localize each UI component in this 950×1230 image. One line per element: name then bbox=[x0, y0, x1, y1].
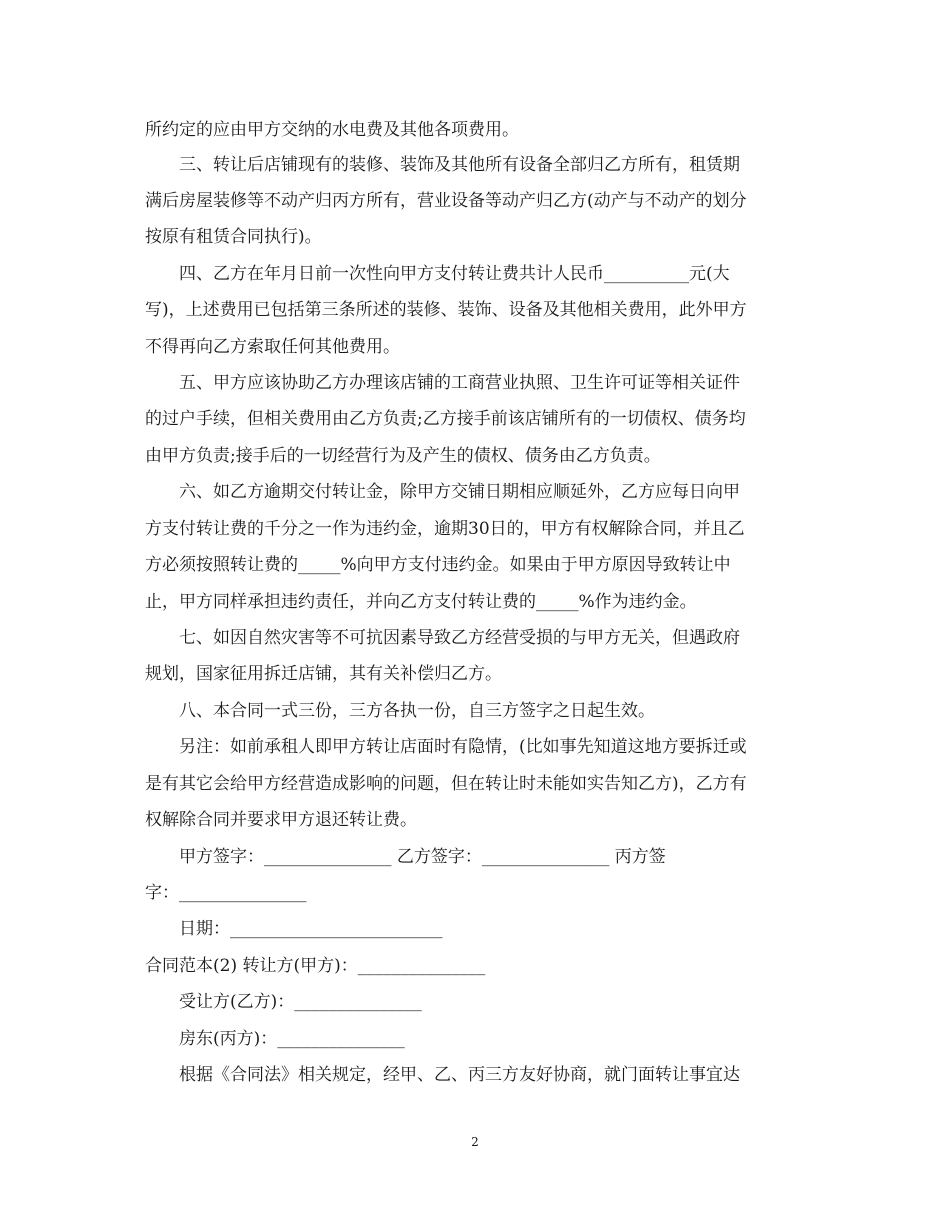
date-line: 日期：_________________________ bbox=[179, 919, 443, 939]
party-line: 受让方(乙方)：_______________ bbox=[179, 992, 422, 1012]
text-line: 不得再向乙方索取任何其他费用。 bbox=[145, 337, 400, 357]
text-line: 满后房屋装修等不动产归丙方所有，营业设备等动产归乙方(动产与不动产的划分 bbox=[145, 191, 747, 211]
text-line: 的过户手续，但相关费用由乙方负责;乙方接手前该店铺所有的一切债权、债务均 bbox=[145, 409, 746, 429]
text-line: 方支付转让费的千分之一作为违约金，逾期30日的，甲方有权解除合同，并且乙 bbox=[145, 519, 745, 539]
text-line: 七、如因自然灾害等不可抗因素导致乙方经营受损的与甲方无关，但遇政府 bbox=[179, 628, 740, 648]
text-line: 三、转让后店铺现有的装修、装饰及其他所有设备全部归乙方所有，租赁期 bbox=[179, 155, 740, 175]
page-number: 2 bbox=[471, 1135, 479, 1149]
text-line: 按原有租赁合同执行)。 bbox=[145, 227, 322, 247]
signature-line: 字：_______________ bbox=[145, 883, 307, 903]
contract-header-line: 合同范本(2) 转让方(甲方)：_______________ bbox=[145, 956, 486, 976]
text-line: 六、如乙方逾期交付转让金，除甲方交铺日期相应顺延外，乙方应每日向甲 bbox=[179, 482, 740, 502]
text-line: 所约定的应由甲方交纳的水电费及其他各项费用。 bbox=[145, 120, 519, 140]
signature-line: 甲方签字：_______________ 乙方签字：_______________ 丙方签 bbox=[179, 847, 666, 867]
text-line: 权解除合同并要求甲方退还转让费。 bbox=[145, 810, 417, 830]
text-line: 止，甲方同样承担违约责任，并向乙方支付转让费的_____%作为违约金。 bbox=[145, 592, 697, 612]
text-line: 根据《合同法》相关规定，经甲、乙、丙三方友好协商，就门面转让事宜达 bbox=[179, 1065, 740, 1085]
text-line: 方必须按照转让费的_____%向甲方支付违约金。如果由于甲方原因导致转让中 bbox=[145, 555, 731, 575]
text-line: 由甲方负责;接手后的一切经营行为及产生的债权、债务由乙方负责。 bbox=[145, 446, 661, 466]
text-line: 四、乙方在年月日前一次性向甲方支付转让费共计人民币__________元(大 bbox=[179, 264, 730, 284]
text-line: 写)，上述费用已包括第三条所述的装修、装饰、设备及其他相关费用，此外甲方 bbox=[145, 300, 747, 320]
text-line: 八、本合同一式三份，三方各执一份，自三方签字之日起生效。 bbox=[179, 701, 655, 721]
text-line: 规划，国家征用拆迁店铺，其有关补偿归乙方。 bbox=[145, 664, 502, 684]
text-line: 是有其它会给甲方经营造成影响的问题，但在转让时未能如实告知乙方)，乙方有 bbox=[145, 774, 747, 794]
party-line: 房东(丙方)：_______________ bbox=[179, 1029, 405, 1049]
text-line: 另注：如前承租人即甲方转让店面时有隐情，(比如事先知道这地方要拆迁或 bbox=[179, 737, 747, 757]
text-line: 五、甲方应该协助乙方办理该店铺的工商营业执照、卫生许可证等相关证件 bbox=[179, 373, 740, 393]
